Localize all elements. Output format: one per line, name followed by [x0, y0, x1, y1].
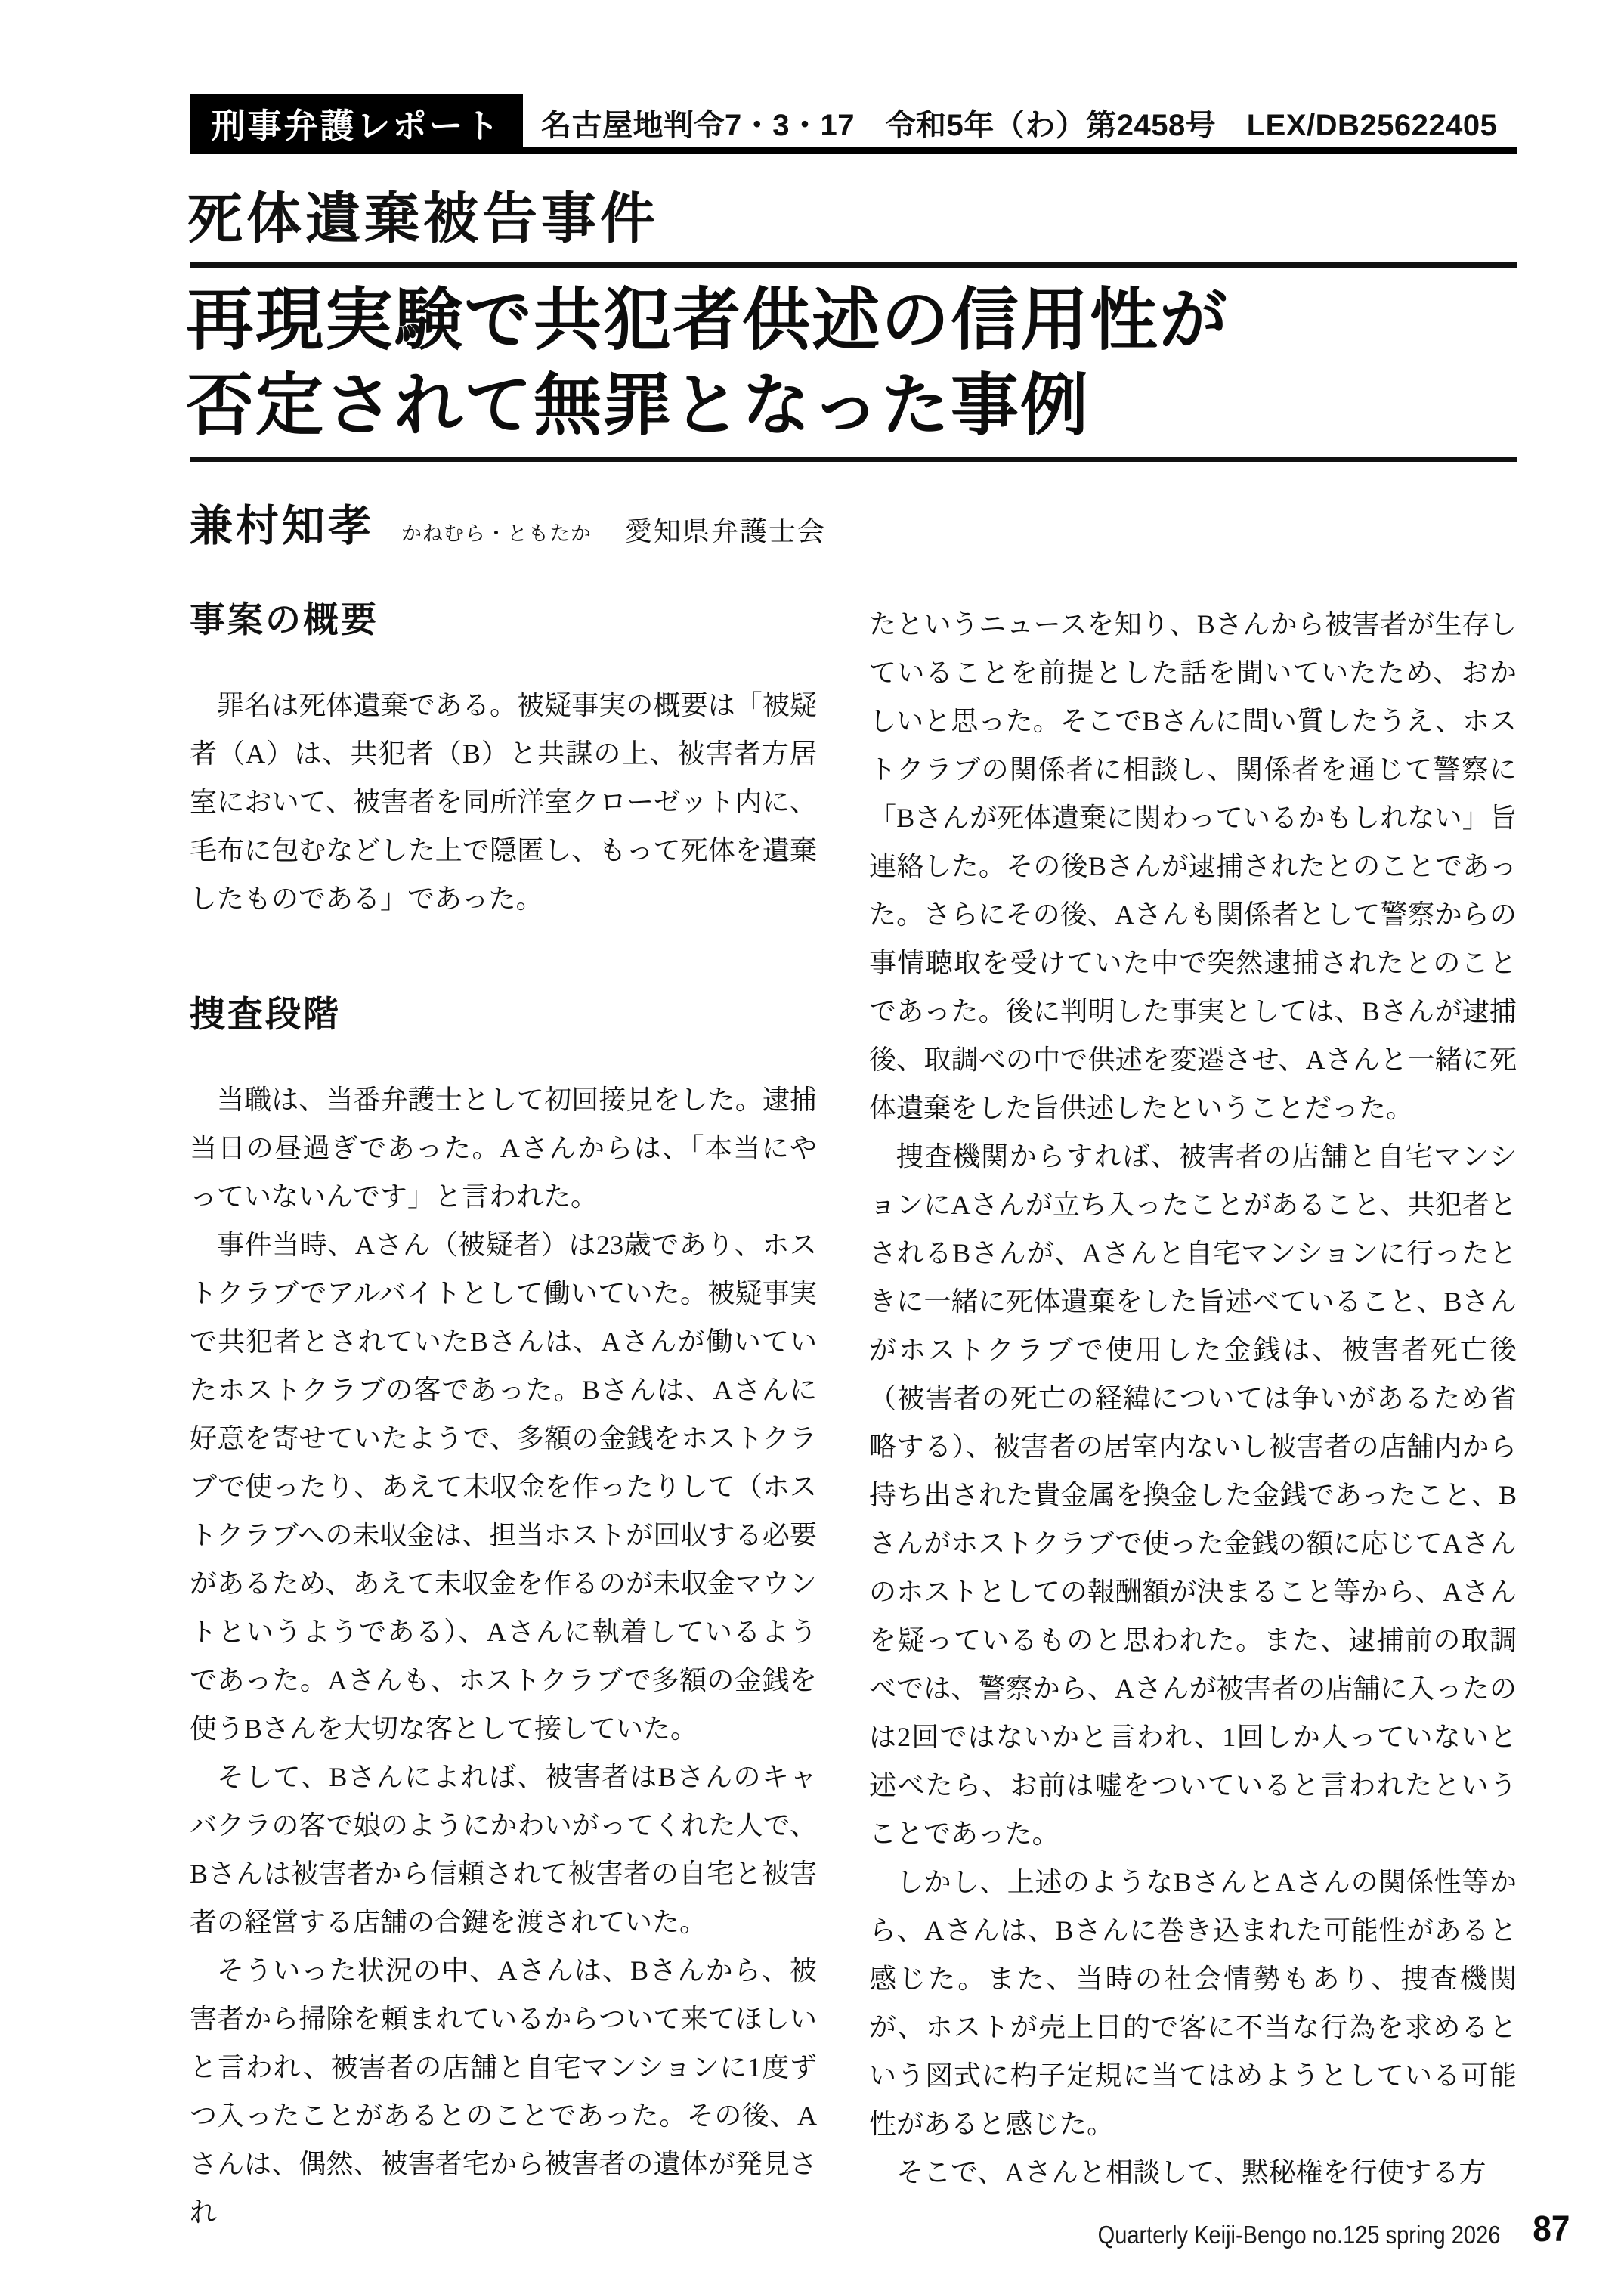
article-title-line2: 否定されて無罪となった事例: [186, 368, 1090, 444]
body-paragraph: 事件当時、Aさん（被疑者）は23歳であり、ホストクラブでアルバイトとして働いていた。被疑事実で共犯者とされていたBさんは、Aさんが働いていたホストクラブの客であった。Bさんは、Aさんに好意を寄せていたようで、多額の金銭をホストクラブで使ったり、あえて未収金を作ったりして（ホストクラブへの未収金は、担当ホストが回収する必要があるため、あえて未収金を作るのが未収金マウントというようである）、Aさんに執着しているようであった。Aさんも、ホストクラブで多額の金銭を使うBさんを大切な客として接していた。: [190, 1230, 817, 1744]
body-paragraph: たというニュースを知り、Bさんから被害者が生存していることを前提とした話を聞いていたため、おかしいと思った。そこでBさんに問い質したうえ、ホストクラブの関係者に相談し、関係者を通じて警察に「Bさんが死体遺棄に関わっているかもしれない」旨連絡した。その後Bさんが逮捕されたとのことであった。さらにその後、Aさんも関係者として警察からの事情聴取を受けていた中で突然逮捕されたとのことであった。後に判明した事実としては、Bさんが逮捕後、取調べの中で供述を変遷させ、Aさんと一緒に死体遺棄をした旨供述したということだった。: [869, 609, 1517, 1123]
section-heading: 捜査段階: [190, 994, 341, 1034]
body-paragraph: そして、Bさんによれば、被害者はBさんのキャバクラの客で娘のようにかわいがってくれた人で、Bさんは被害者から信頼されて被害者の自宅と被害者の経営する店舗の合鍵を渡されていた。: [190, 1762, 817, 1937]
report-badge: [190, 94, 523, 150]
masthead-rule: [190, 147, 1517, 154]
author-kana: かねむら・ともたか: [401, 522, 592, 545]
column-right: [869, 600, 1517, 2196]
body-paragraph: 当職は、当番弁護士として初回接見をした。逮捕当日の昼過ぎであった。Aさんからは、「本当にやっていないんです」と言われた。: [190, 1085, 817, 1212]
page-number: 87: [1532, 2209, 1570, 2249]
body-paragraph: しかし、上述のようなBさんとAさんの関係性等から、Aさんは、Bさんに巻き込まれた可能性があると感じた。また、当時の社会情勢もあり、捜査機関が、ホストが売上目的で客に不当な行為を求めるという図式に杓子定規に当てはめようとしている可能性があると感じた。: [869, 1867, 1517, 2139]
byline: [190, 491, 826, 553]
case-kicker: 死体遺棄被告事件: [187, 188, 659, 249]
body-paragraph: 捜査機関からすれば、被害者の店舗と自宅マンションにAさんが立ち入ったことがあること、共犯者とされるBさんが、Aさんと自宅マンションに行ったときに一緒に死体遺棄をした旨述べていること、Bさんがホストクラブで使用した金銭は、被害者死亡後（被害者の死亡の経緯については争いがあるため省略する）、被害者の居室内ないし被害者の店舗内から持ち出された貴金属を換金した金銭であったこと、Bさんがホストクラブで使った金銭の額に応じてAさんのホストとしての報酬額が決まること等から、Aさんを疑っているものと思われた。また、逮捕前の取調べでは、警察から、Aさんが被害者の店舗に入ったのは2回ではないかと言われ、1回しか入っていないと述べたら、お前は嘘をついていると言われたということであった。: [869, 1141, 1517, 1849]
case-citation: 名古屋地判令7・3・17 令和5年（わ）第2458号 LEX/DB25622405: [541, 108, 1498, 142]
title-rule-top: [190, 262, 1517, 268]
title-rule-bottom: [190, 457, 1517, 462]
section-heading: 事案の概要: [190, 599, 379, 639]
journal-footer-text: Quarterly Keiji-Bengo no.125 spring 2026: [1097, 2221, 1500, 2249]
author-name: 兼村知孝: [190, 503, 374, 550]
body-paragraph: 罪名は死体遺棄である。被疑事実の概要は「被疑者（A）は、共犯者（B）と共謀の上、被害者方居室において、被害者を同所洋室クローゼット内に、毛布に包むなどした上で隠匿し、もって死体を遺棄したものである」であった。: [190, 690, 817, 914]
article-title-line1: 再現実験で共犯者供述の信用性が: [186, 283, 1229, 358]
body-paragraph: そういった状況の中、Aさんは、Bさんから、被害者から掃除を頼まれているからついて来てほしいと言われ、被害者の店舗と自宅マンションに1度ずつ入ったことがあるとのことであった。その後、Aさんは、偶然、被害者宅から被害者の遺体が発見され: [190, 1955, 817, 2227]
author-affiliation: 愛知県弁護士会: [625, 516, 827, 546]
body-paragraph: そこで、Aさんと相談して、黙秘権を行使する方: [896, 2157, 1486, 2187]
article-body: [190, 599, 1517, 2227]
column-left: [190, 600, 817, 2237]
report-badge-label: 刑事弁護レポート: [211, 106, 502, 145]
article-title: [186, 278, 1229, 449]
